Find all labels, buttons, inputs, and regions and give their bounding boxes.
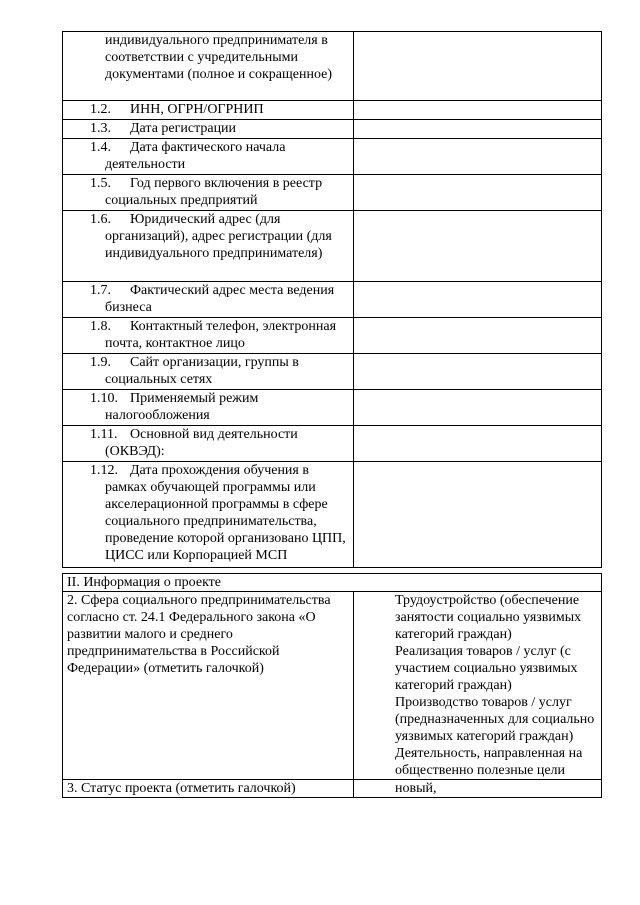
row-value-field[interactable] — [354, 318, 602, 354]
row-value-field[interactable] — [354, 354, 602, 390]
table-row — [63, 354, 602, 390]
sphere-option[interactable]: Трудоустройство (обеспечение занятости социально уязвимых категорий граждан) — [395, 593, 582, 642]
table-row — [63, 211, 602, 282]
row-label-text: ИНН, ОГРН/ОГРНИП — [130, 102, 264, 117]
row-label-text: Основной вид деятельности (ОКВЭД): — [105, 427, 298, 459]
row-label-text: Применяемый режим налогообложения — [105, 391, 259, 423]
row-label — [63, 318, 354, 354]
table-row — [63, 390, 602, 426]
section-header: II. Информация о проекте — [63, 574, 602, 592]
row-label-text: Сайт организации, группы в социальных сетях — [105, 355, 299, 387]
row-number: 1.8. — [90, 319, 111, 334]
row-label — [63, 462, 354, 568]
row-label-text: Дата регистрации — [130, 121, 237, 136]
row-label-text: Дата фактического начала деятельности — [105, 140, 286, 172]
row-value-field[interactable] — [354, 175, 602, 211]
table-row — [63, 120, 602, 139]
table-row — [63, 139, 602, 175]
row-label — [63, 211, 354, 282]
row-label — [63, 32, 354, 101]
row-value-field[interactable] — [354, 101, 602, 120]
sphere-option[interactable]: Деятельность, направленная на общественно полезные цели — [395, 746, 583, 778]
row-number: 1.2. — [90, 102, 111, 117]
row-number: 1.4. — [90, 140, 111, 155]
table-row — [63, 780, 602, 798]
row-number: 1.10. — [90, 391, 118, 406]
row-label — [63, 139, 354, 175]
table-row — [63, 426, 602, 462]
row-label — [63, 120, 354, 139]
row-value-field[interactable] — [354, 282, 602, 318]
row-value-field[interactable] — [354, 120, 602, 139]
organization-info-table — [62, 31, 602, 568]
project-info-table — [62, 573, 602, 798]
table-row — [63, 282, 602, 318]
row-label — [63, 282, 354, 318]
table-row — [63, 462, 602, 568]
status-label: 3. Статус проекта (отметить галочкой) — [63, 780, 354, 798]
row-label-text: индивидуального предпринимателя в соответствии с учредительными документами (полное и сокращенное) — [105, 33, 333, 82]
row-number: 1.7. — [90, 283, 111, 298]
row-label — [63, 354, 354, 390]
table-row — [63, 32, 602, 101]
row-number: 1.5. — [90, 176, 111, 191]
row-label — [63, 175, 354, 211]
sphere-options — [354, 592, 602, 780]
row-number: 1.3. — [90, 121, 111, 136]
sphere-option[interactable]: Реализация товаров / услуг (с участием социально уязвимых категорий граждан) — [395, 644, 578, 693]
row-number: 1.6. — [90, 212, 111, 227]
row-label — [63, 426, 354, 462]
row-label — [63, 390, 354, 426]
table-row — [63, 592, 602, 780]
row-label-text: Дата прохождения обучения в рамках обучающей программы или акселерационной программы в сфере социального предпринимательства, проведение которой организовано ЦПП, ЦИСС или Корпорацией МСП — [105, 463, 346, 563]
row-label-text: Юридический адрес (для организаций), адрес регистрации (для индивидуального предпринимателя) — [105, 212, 332, 261]
row-value-field[interactable] — [354, 211, 602, 282]
row-number: 1.12. — [90, 463, 118, 478]
table-row — [63, 175, 602, 211]
row-value-field[interactable] — [354, 32, 602, 101]
row-number: 1.9. — [90, 355, 111, 370]
sphere-option[interactable]: Производство товаров / услуг (предназначенных для социально уязвимых категорий граждан) — [395, 695, 595, 744]
table-row — [63, 101, 602, 120]
row-value-field[interactable] — [354, 462, 602, 568]
status-option[interactable]: новый, — [395, 781, 437, 796]
row-label-text: Фактический адрес места ведения бизнеса — [105, 283, 335, 315]
status-options — [354, 780, 602, 798]
row-label-text: Контактный телефон, электронная почта, контактное лицо — [105, 319, 337, 351]
sphere-label: 2. Сфера социального предпринимательства согласно ст. 24.1 Федерального закона «О развитии малого и среднего предпринимательства в Российской Федерации» (отметить галочкой) — [63, 592, 354, 780]
row-label — [63, 101, 354, 120]
row-value-field[interactable] — [354, 426, 602, 462]
row-value-field[interactable] — [354, 139, 602, 175]
table-row — [63, 318, 602, 354]
row-value-field[interactable] — [354, 390, 602, 426]
row-label-text: Год первого включения в реестр социальных предприятий — [105, 176, 323, 208]
table-row — [63, 574, 602, 592]
row-number: 1.11. — [90, 427, 118, 442]
